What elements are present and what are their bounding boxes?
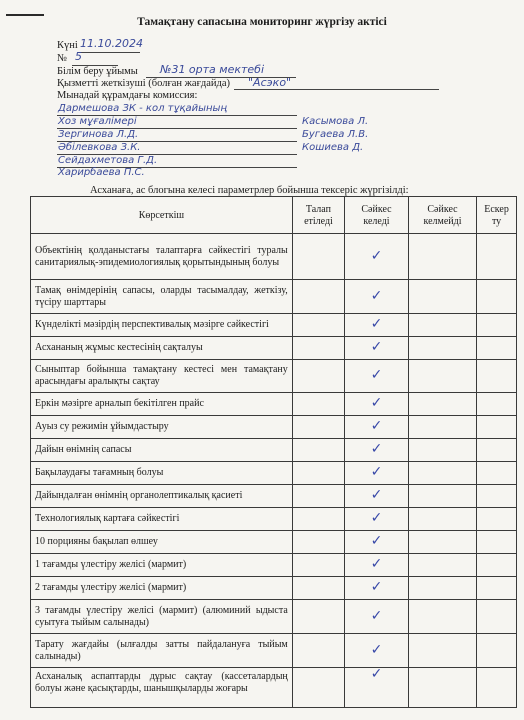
cell-compliant <box>345 314 409 337</box>
cell-compliant <box>345 531 409 554</box>
table-row <box>31 393 517 416</box>
table-row <box>31 554 517 577</box>
intro-text: Асханаға, ас блогына келесі параметрлер бойынша тексеріс жүргізілді: <box>90 185 409 196</box>
commission-member: Әбілевкова З.К. <box>58 142 141 153</box>
number-label: № <box>57 53 68 64</box>
cell-noncompliant <box>408 577 476 600</box>
row-indicator: Еркін мәзірге арналып бекітілген прайс <box>31 393 293 416</box>
cell-required <box>292 393 344 416</box>
number-value: 5 <box>75 50 82 63</box>
cell-required <box>292 600 344 634</box>
cell-noncompliant <box>408 508 476 531</box>
check-mark-icon: ✓ <box>370 510 383 526</box>
cell-noncompliant <box>408 337 476 360</box>
cell-compliant <box>345 439 409 462</box>
check-mark-icon: ✓ <box>370 441 383 457</box>
header-compliant: Сәйкес келеді <box>345 197 409 234</box>
table-row <box>31 600 517 634</box>
table-row <box>31 462 517 485</box>
row-indicator: Объектінің қолданыстағы талаптарға сәйкестігі туралы санитариялық-эпидемиологиялық қорытындының болуы <box>31 234 293 280</box>
cell-noncompliant <box>408 393 476 416</box>
cell-compliant <box>345 280 409 314</box>
cell-note <box>477 577 517 600</box>
commission-member: Хоз мұғалімері <box>58 116 137 127</box>
cell-noncompliant <box>408 234 476 280</box>
cell-note <box>477 393 517 416</box>
cell-required <box>292 485 344 508</box>
row-indicator: 1 тағамды үлестіру желісі (мармит) <box>31 554 293 577</box>
row-indicator: Ауыз су режимін ұйымдастыру <box>31 416 293 439</box>
cell-noncompliant <box>408 634 476 668</box>
cell-note <box>477 485 517 508</box>
check-mark-icon: ✓ <box>370 367 383 383</box>
check-mark-icon: ✓ <box>370 418 383 434</box>
check-mark-icon: ✓ <box>370 487 383 503</box>
table-row <box>31 439 517 462</box>
table-row <box>31 337 517 360</box>
date-underline <box>78 52 140 53</box>
cell-compliant <box>345 485 409 508</box>
table-row <box>31 668 517 708</box>
table-row <box>31 485 517 508</box>
cell-required <box>292 416 344 439</box>
cell-noncompliant <box>408 554 476 577</box>
cell-noncompliant <box>408 314 476 337</box>
monitoring-table <box>30 196 517 708</box>
table-row <box>31 634 517 668</box>
table-row <box>31 416 517 439</box>
cell-compliant <box>345 634 409 668</box>
cell-compliant <box>345 600 409 634</box>
table-row <box>31 280 517 314</box>
cell-compliant <box>345 360 409 393</box>
cell-note <box>477 508 517 531</box>
check-mark-icon: ✓ <box>370 316 383 332</box>
provider-underline <box>234 89 439 90</box>
header-required: Талап етіледі <box>292 197 344 234</box>
cell-compliant <box>345 234 409 280</box>
check-mark-icon: ✓ <box>370 641 383 658</box>
row-indicator: Бақылаудағы тағамның болуы <box>31 462 293 485</box>
row-indicator: 10 порцияны бақылап өлшеу <box>31 531 293 554</box>
school-value: №31 орта мектебі <box>160 63 265 76</box>
cell-required <box>292 668 344 708</box>
cell-required <box>292 531 344 554</box>
cell-required <box>292 337 344 360</box>
date-label: Күні <box>57 40 78 51</box>
cell-compliant <box>345 508 409 531</box>
cell-note <box>477 600 517 634</box>
cell-note <box>477 554 517 577</box>
cell-required <box>292 577 344 600</box>
header-note: Ескер ту <box>477 197 517 234</box>
check-mark-icon: ✓ <box>370 395 383 411</box>
check-mark-icon: ✓ <box>370 579 383 595</box>
cell-noncompliant <box>408 485 476 508</box>
table-header-row <box>31 197 517 234</box>
cell-note <box>477 634 517 668</box>
cell-noncompliant <box>408 531 476 554</box>
cell-noncompliant <box>408 416 476 439</box>
cell-note <box>477 314 517 337</box>
cell-note <box>477 360 517 393</box>
cell-noncompliant <box>408 439 476 462</box>
cell-required <box>292 280 344 314</box>
cell-compliant <box>345 462 409 485</box>
cell-note <box>477 337 517 360</box>
check-mark-icon: ✓ <box>370 607 383 624</box>
cell-noncompliant <box>408 360 476 393</box>
cell-compliant <box>345 393 409 416</box>
row-indicator: Дайындалған өнімнің органолептикалық қасиеті <box>31 485 293 508</box>
cell-note <box>477 234 517 280</box>
cell-noncompliant <box>408 668 476 708</box>
table-row <box>31 577 517 600</box>
cell-note <box>477 280 517 314</box>
cell-compliant <box>345 416 409 439</box>
cell-compliant <box>345 577 409 600</box>
table-row <box>31 314 517 337</box>
cell-note <box>477 531 517 554</box>
commission-label: Мынадай құрамдағы комиссия: <box>57 90 198 101</box>
cell-required <box>292 360 344 393</box>
table-row <box>31 360 517 393</box>
row-indicator: Технологиялық картаға сәйкестігі <box>31 508 293 531</box>
row-indicator: Асханалық аспаптарды дұрыс сақтау (кассеталардың болуы және қасықтарды, шанышқыларды жоғары <box>31 668 293 708</box>
row-indicator: Дайын өнімнің сапасы <box>31 439 293 462</box>
date-value: 11.10.2024 <box>80 37 143 50</box>
commission-member: Зергинова Л.Д. <box>58 129 139 140</box>
cell-required <box>292 554 344 577</box>
cell-noncompliant <box>408 600 476 634</box>
provider-value: "Асэко" <box>248 76 292 89</box>
check-mark-icon: ✓ <box>370 533 383 549</box>
check-mark-icon: ✓ <box>370 247 383 264</box>
cell-note <box>477 439 517 462</box>
commission-member: Сейдахметова Г.Д. <box>58 155 158 166</box>
cell-compliant <box>345 554 409 577</box>
check-mark-icon: ✓ <box>370 339 383 355</box>
table-row <box>31 531 517 554</box>
school-label: Білім беру ұйымы <box>57 66 138 77</box>
provider-label: Қызметті жеткізуші (болған жағдайда) <box>57 78 231 89</box>
check-mark-icon: ✓ <box>370 464 383 480</box>
check-mark-icon: ✓ <box>370 666 383 682</box>
commission-member: Харирбаева П.С. <box>58 167 145 178</box>
table-row <box>31 508 517 531</box>
cell-note <box>477 416 517 439</box>
row-indicator: Тарату жағдайы (ылғалды затты пайдалануға тыйым салынады) <box>31 634 293 668</box>
cell-noncompliant <box>408 462 476 485</box>
row-indicator: 3 тағамды үлестіру желісі (мармит) (алюминий ыдыста суытуға тыйым салынады) <box>31 600 293 634</box>
cell-note <box>477 462 517 485</box>
cell-required <box>292 439 344 462</box>
commission-member: Кошиева Д. <box>302 142 364 153</box>
check-mark-icon: ✓ <box>370 556 383 572</box>
commission-member: Бугаева Л.В. <box>302 129 369 140</box>
header-noncompliant: Сәйкес келмейді <box>408 197 476 234</box>
cell-required <box>292 508 344 531</box>
cell-required <box>292 314 344 337</box>
cell-required <box>292 462 344 485</box>
commission-member: Дармешова ЗК - кол тұқайының <box>58 103 228 114</box>
cell-note <box>477 668 517 708</box>
header-indicator: Көрсеткіш <box>31 197 293 234</box>
row-indicator: Асхананың жұмыс кестесінің сақталуы <box>31 337 293 360</box>
row-indicator: 2 тағамды үлестіру желісі (мармит) <box>31 577 293 600</box>
cell-noncompliant <box>408 280 476 314</box>
cell-compliant <box>345 668 409 708</box>
row-indicator: Күнделікті мәзірдің перспективалық мәзірге сәйкестігі <box>31 314 293 337</box>
cell-required <box>292 634 344 668</box>
table-row <box>31 234 517 280</box>
row-indicator: Сыныптар бойынша тамақтану кестесі мен тамақтану арасындағы аралықты сақтау <box>31 360 293 393</box>
commission-member: Касымова Л. <box>302 116 369 127</box>
row-indicator: Тамақ өнімдерінің сапасы, оларды тасымалдау, жеткізу, түсіру шарттары <box>31 280 293 314</box>
document-title: Тамақтану сапасына мониторинг жүргізу актісі <box>137 16 387 28</box>
cell-required <box>292 234 344 280</box>
check-mark-icon: ✓ <box>370 287 383 304</box>
cell-compliant <box>345 337 409 360</box>
